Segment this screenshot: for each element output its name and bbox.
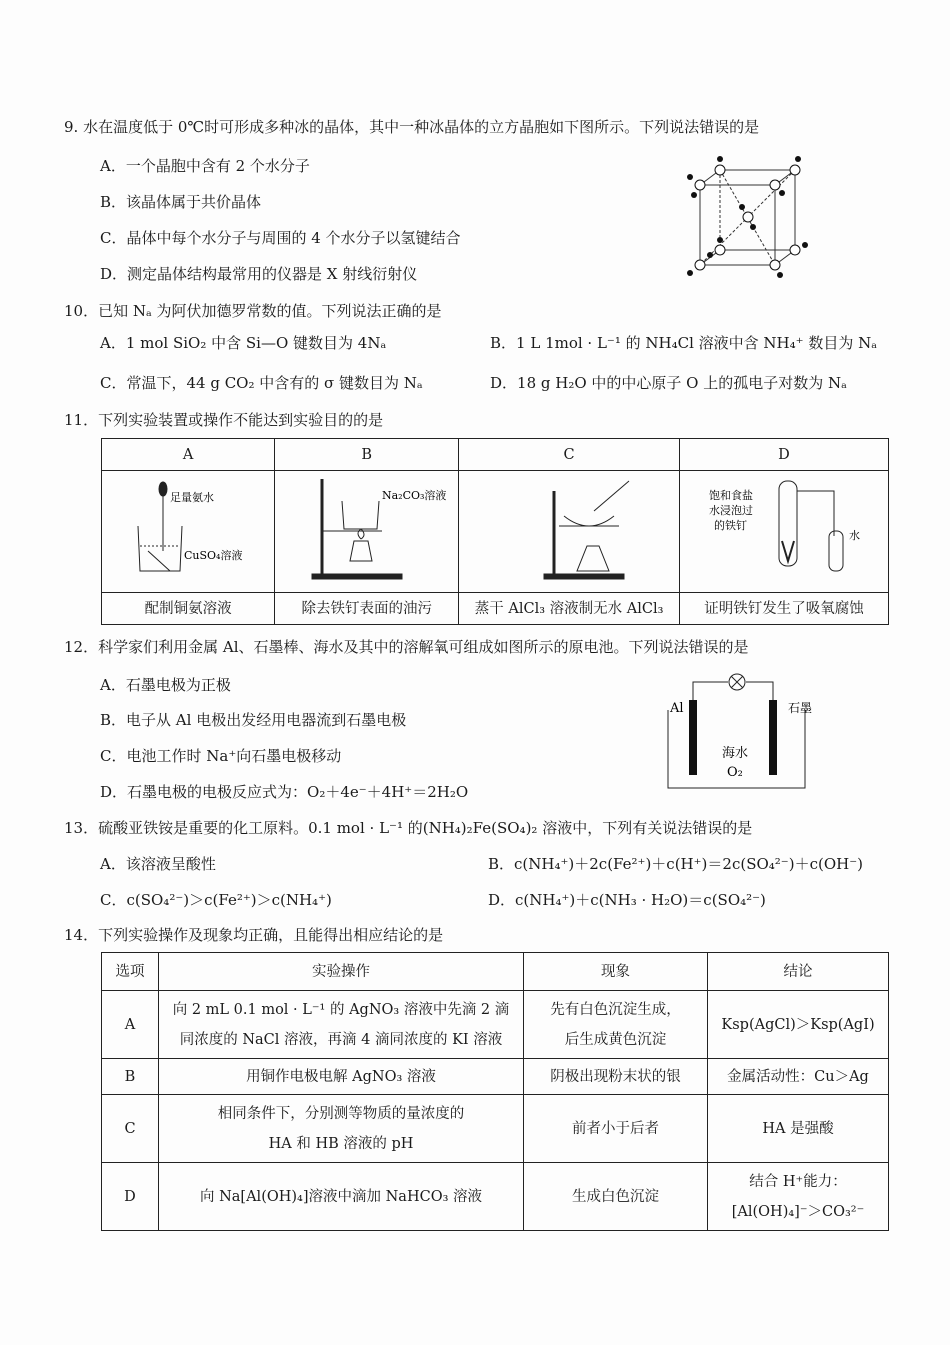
label-o2: O₂	[727, 765, 743, 780]
row-option: D	[102, 1163, 159, 1231]
q9-option-b: B．该晶体属于共价晶体	[100, 193, 262, 211]
label-water: 水	[849, 529, 860, 542]
q14-table	[101, 952, 889, 1231]
table-row	[102, 1163, 889, 1231]
col-d-header: D	[680, 439, 889, 471]
q9-option-a: A．一个晶胞中含有 2 个水分子	[100, 157, 310, 175]
header-operation: 实验操作	[159, 953, 524, 991]
label-d2: 水浸泡过	[709, 504, 753, 517]
label-cuso4: CuSO₄溶液	[184, 549, 243, 562]
label-d3: 的铁钉	[714, 519, 747, 532]
row-conclusion	[708, 1163, 889, 1231]
header-phenomenon: 现象	[524, 953, 708, 991]
row-option: A	[102, 991, 159, 1059]
row-conclusion: 金属活动性：Cu＞Ag	[708, 1059, 889, 1095]
q10-stem: 10．已知 Nₐ 为阿伏加德罗常数的值。下列说法正确的是	[64, 302, 442, 320]
q13-option-c: C．c(SO₄²⁻)＞c(Fe²⁺)＞c(NH₄⁺)	[100, 891, 332, 909]
row-operation: 用铜作电极电解 AgNO₃ 溶液	[159, 1059, 524, 1095]
q10-option-a: A．1 mol SiO₂ 中含 Si—O 键数目为 4Nₐ	[100, 334, 387, 352]
row-conclusion: Ksp(AgCl)＞Ksp(AgI)	[708, 991, 889, 1059]
q14-stem: 14．下列实验操作及现象均正确，且能得出相应结论的是	[64, 926, 444, 944]
conclusion-line: 结合 H⁺能力：	[749, 1173, 847, 1190]
label-na2co3: Na₂CO₃溶液	[381, 489, 447, 502]
apparatus-d	[680, 471, 889, 593]
q13-option-a: A．该溶液呈酸性	[100, 855, 216, 873]
row-option: C	[102, 1095, 159, 1163]
q13-option-b: B．c(NH₄⁺)＋2c(Fe²⁺)＋c(H⁺)＝2c(SO₄²⁻)＋c(OH⁻)	[488, 855, 863, 873]
phenomenon-line: 先有白色沉淀生成，	[550, 1001, 681, 1018]
label-al: Al	[670, 701, 684, 716]
operation-line: 相同条件下，分别测等物质的量浓度的	[217, 1105, 465, 1122]
q12-option-a: A．石墨电极为正极	[100, 676, 231, 694]
apparatus-a	[102, 471, 275, 593]
table-row	[102, 1059, 889, 1095]
caption-a: 配制铜氨溶液	[102, 593, 275, 625]
row-operation: 向 Na[Al(OH)₄]溶液中滴加 NaHCO₃ 溶液	[159, 1163, 524, 1231]
row-phenomenon	[524, 991, 708, 1059]
apparatus-b	[275, 471, 459, 593]
row-phenomenon: 阴极出现粉末状的银	[524, 1059, 708, 1095]
row-phenomenon: 前者小于后者	[524, 1095, 708, 1163]
col-c-header: C	[459, 439, 680, 471]
caption-b: 除去铁钉表面的油污	[275, 593, 459, 625]
label-seawater: 海水	[722, 746, 749, 761]
header-conclusion: 结论	[708, 953, 889, 991]
table-row	[102, 1095, 889, 1163]
header-option: 选项	[102, 953, 159, 991]
q13-option-d: D．c(NH₄⁺)＋c(NH₃ · H₂O)＝c(SO₄²⁻)	[488, 891, 766, 909]
operation-line: 向 2 mL 0.1 mol · L⁻¹ 的 AgNO₃ 溶液中先滴 2 滴	[172, 1001, 510, 1018]
conclusion-line: [Al(OH)₄]⁻＞CO₃²⁻	[731, 1203, 865, 1220]
row-operation	[159, 1095, 524, 1163]
q10-option-c: C．常温下，44 g CO₂ 中含有的 σ 键数目为 Nₐ	[100, 374, 423, 392]
q10-option-d: D．18 g H₂O 中的中心原子 O 上的孤电子对数为 Nₐ	[490, 374, 847, 392]
q9-option-d: D．测定晶体结构最常用的仪器是 X 射线衍射仪	[100, 265, 418, 283]
q11-table	[101, 438, 889, 625]
caption-c: 蒸干 AlCl₃ 溶液制无水 AlCl₃	[459, 593, 680, 625]
q12-option-c: C．电池工作时 Na⁺向石墨电极移动	[100, 747, 342, 765]
q11-stem: 11．下列实验装置或操作不能达到实验目的的是	[64, 411, 384, 429]
label-ammonia: 足量氨水	[170, 491, 215, 504]
q10-option-b: B．1 L 1mol · L⁻¹ 的 NH₄Cl 溶液中含 NH₄⁺ 数目为 Nₐ	[490, 334, 878, 352]
q13-stem: 13．硫酸亚铁铵是重要的化工原料。0.1 mol · L⁻¹ 的(NH₄)₂Fe(SO₄)₂ 溶液中，下列有关说法错误的是	[64, 819, 753, 837]
q12-option-b: B．电子从 Al 电极出发经用电器流到石墨电极	[100, 711, 407, 729]
row-conclusion: HA 是强酸	[708, 1095, 889, 1163]
operation-line: 同浓度的 NaCl 溶液，再滴 4 滴同浓度的 KI 溶液	[179, 1031, 503, 1048]
label-d1: 饱和食盐	[709, 489, 753, 502]
caption-d: 证明铁钉发生了吸氧腐蚀	[680, 593, 889, 625]
ice-crystal-cell-figure	[680, 155, 810, 285]
col-a-header: A	[102, 439, 275, 471]
galvanic-cell-figure	[660, 670, 840, 795]
label-graphite: 石墨	[788, 701, 813, 715]
apparatus-c	[459, 471, 680, 593]
col-b-header: B	[275, 439, 459, 471]
row-phenomenon: 生成白色沉淀	[524, 1163, 708, 1231]
q12-option-d: D．石墨电极的电极反应式为：O₂＋4e⁻＋4H⁺＝2H₂O	[100, 783, 469, 801]
table-row	[102, 991, 889, 1059]
q9-option-c: C．晶体中每个水分子与周围的 4 个水分子以氢键结合	[100, 229, 461, 247]
q12-stem: 12．科学家们利用金属 Al、石墨棒、海水及其中的溶解氧可组成如图所示的原电池。下列说法错误的是	[64, 638, 749, 656]
q9-stem: 9. 水在温度低于 0℃时可形成多种冰的晶体，其中一种冰晶体的立方晶胞如下图所示。下列说法错误的是	[64, 118, 760, 136]
row-option: B	[102, 1059, 159, 1095]
row-operation	[159, 991, 524, 1059]
operation-line: HA 和 HB 溶液的 pH	[268, 1135, 414, 1152]
phenomenon-line: 后生成黄色沉淀	[564, 1031, 667, 1048]
